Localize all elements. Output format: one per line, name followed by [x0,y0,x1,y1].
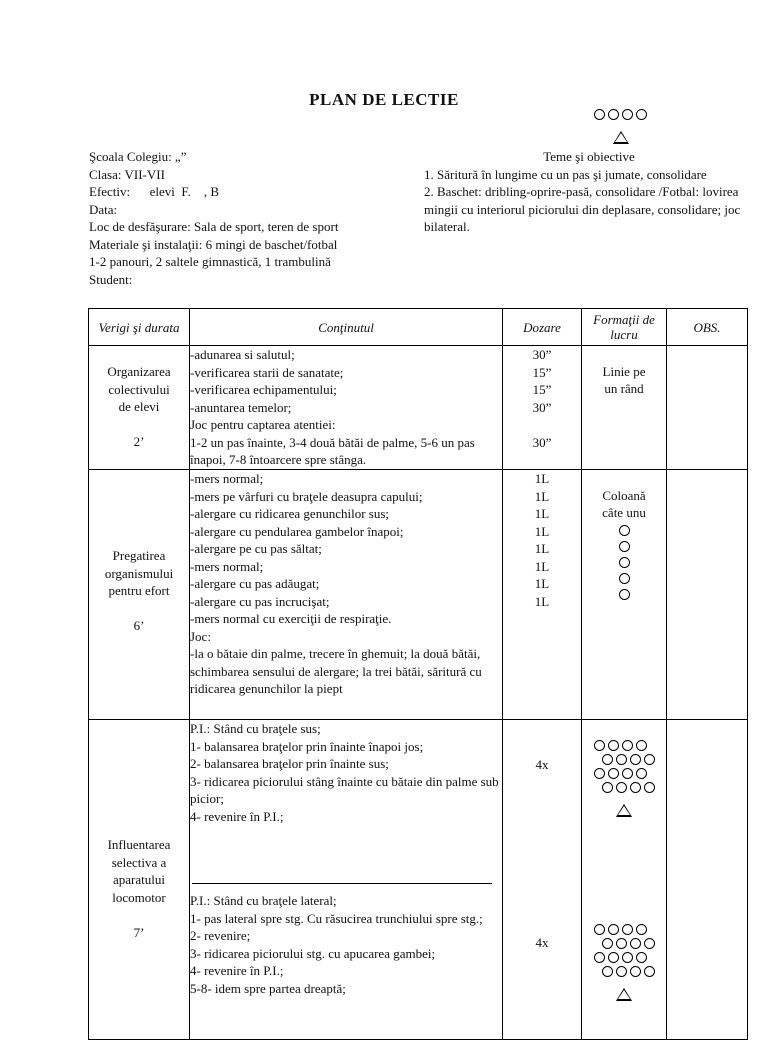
header-formatii: Formaţii de lucru [582,309,667,346]
spacer [190,825,502,875]
circle-icon [630,966,641,977]
obs-cell [667,346,748,470]
dozare-value: 4x [535,934,549,950]
verigi-line: locomotor [112,889,166,905]
content-line: -mers normal cu exerciţii de respiraţie. [190,611,392,626]
obs-cell [667,470,748,720]
exercise-divider [192,883,492,884]
content-line: -alergare cu pas incrucişat; [190,593,330,609]
circle-icon [619,541,630,552]
verigi-line: Organizarea [107,364,171,379]
circle-icon [594,768,605,779]
verigi-line [89,906,189,924]
circle-icon [616,754,627,765]
verigi-line: pentru efort [108,583,170,598]
dozare-value: 1L [534,558,550,574]
circle-icon [616,938,627,949]
verigi-cell [89,470,190,720]
info-line: Student: [89,271,133,287]
content-line: -mers pe vârfuri cu braţele deasupra capului; [190,488,423,504]
verigi-line [89,600,189,618]
formatie-line: Coloană [602,488,646,503]
page-title: PLAN DE LECTIE [309,90,459,109]
info-line: Data: [89,201,118,217]
content-line: -la o bătaie din palme, trecere în ghemuit; la două bătăi, schimbarea sensului de alergare; la trei bătăi, săritură cu ridicarea genunchilor la piept [190,646,482,696]
dozare-value: 1L [534,593,550,609]
circle-icon [636,109,647,120]
circle-icon [608,740,619,751]
circle-icon [608,768,619,779]
circle-icon [616,782,627,793]
table-row [89,346,748,470]
content-line: 1- balansarea braţelor prin înainte înapoi jos; [190,738,424,754]
circle-icon [644,754,655,765]
content-line: -anuntarea temelor; [190,399,292,415]
header-dozare: Dozare [503,309,582,346]
content-cell [190,470,503,720]
circle-icon [619,589,630,600]
content-line: Joc: [190,628,211,644]
formatie-line: un rând [604,381,644,396]
content-line: -alergare cu pas adăugat; [190,576,320,591]
dozare-value: 1L [534,506,550,521]
school-info [89,148,399,288]
circle-icon [602,938,613,949]
verigi-cell [89,720,190,1040]
verigi-duration: 2’ [133,434,145,449]
dozare-value: 15” [532,364,552,380]
spacer [503,720,581,756]
table-header-row [89,309,748,346]
circle-icon [630,754,641,765]
verigi-line: de elevi [118,399,160,414]
verigi-line: organismului [104,565,174,581]
dozare-value: 1L [534,576,550,591]
content-line: 2- balansarea braţelor prin înainte sus; [190,756,389,771]
formatii-cell [582,346,667,470]
dozare-value: 1L [534,488,550,504]
dozare-cell [503,346,582,470]
themes-heading: Teme şi obiective [543,149,635,164]
verigi-line: selectiva a [111,854,167,870]
triangle-icon [616,804,632,817]
circle-icon [602,754,613,765]
circle-icon [602,966,613,977]
circle-icon [594,952,605,963]
circle-icon [636,924,647,935]
content-line: 3- ridicarea piciorului stg. cu apucarea gambei; [190,945,436,961]
dozare-cell [503,470,582,720]
content-line: -alergare pe cu pas săltat; [190,541,322,556]
circle-icon [608,924,619,935]
formatii-cell [582,470,667,720]
obs-cell [667,720,748,1040]
header-verigi: Verigi şi durata [89,309,190,346]
header-continut: Conţinutul [190,309,503,346]
teacher-triangle-icon [613,131,629,149]
circle-icon [622,924,633,935]
circle-icon [594,109,605,120]
theme-item: 2. Baschet: dribling-oprire-pasă, consolidare /Fotbal: lovirea mingii cu interiorul piciorului din deplasare, consolidare; joc bilateral. [424,184,741,234]
content-line: -mers normal; [190,471,264,486]
content-cell [190,346,503,470]
content-line: 5-8- idem spre partea dreaptă; [190,980,346,996]
circle-icon [644,782,655,793]
dozare-value: 30” [532,399,552,415]
info-line: 1-2 panouri, 2 saltele gimnastică, 1 trambulină [89,254,331,269]
verigi-line: aparatului [113,872,165,887]
dozare-value: 1L [534,541,550,556]
formation-block-a [582,740,666,820]
content-line: P.I.: Stând cu braţele lateral; [190,893,337,908]
dozare-value: 15” [532,382,552,397]
content-line: 4- revenire în P.I.; [190,963,284,978]
dozare-value [503,416,581,434]
circle-icon [594,924,605,935]
circle-icon [619,557,630,568]
content-line: -alergare cu ridicarea genunchilor sus; [190,506,389,521]
circle-icon [622,109,633,120]
circle-icon [644,938,655,949]
verigi-line: colectivului [108,381,170,397]
column-formation [582,524,666,604]
circle-icon [594,740,605,751]
dozare-value: 1L [534,523,550,539]
verigi-line: Influentarea [107,837,171,852]
circle-icon [636,768,647,779]
circle-icon [619,573,630,584]
info-line: Efectiv: elevi F. , B [89,184,220,199]
spacer [503,774,581,934]
dozare-value: 4x [535,757,549,772]
formatii-cell [582,720,667,1040]
verigi-cell [89,346,190,470]
triangle-icon [616,988,632,1001]
circle-icon [636,740,647,751]
circle-icon [608,952,619,963]
circle-icon [608,109,619,120]
circle-icon [616,966,627,977]
themes-objectives [424,148,754,236]
circle-icon [619,525,630,536]
info-line: Materiale şi instalaţii: 6 mingi de baschet/fotbal [89,236,338,252]
formatie-line: Linie pe [602,364,646,379]
dozare-cell [503,720,582,1040]
formatie-line: câte unu [602,505,646,520]
circle-icon [644,966,655,977]
circle-icon [636,952,647,963]
content-line: -adunarea si salutul; [190,347,295,362]
top-formation-circles [592,108,648,124]
content-line: Joc pentru captarea atentiei: [190,417,336,432]
content-line: 2- revenire; [190,928,251,943]
circle-icon [622,952,633,963]
dozare-value: 30” [532,434,552,450]
circle-icon [630,938,641,949]
content-line: -mers normal; [190,558,264,574]
content-line: 4- revenire în P.I.; [190,808,284,824]
verigi-line [89,416,189,434]
formation-block-b [582,924,666,1004]
content-line: -verificarea echipamentului; [190,382,337,397]
lesson-plan-table [88,308,748,1040]
content-line: -alergare cu pendularea gambelor înapoi; [190,523,404,539]
info-line: Loc de desfăşurare: Sala de sport, teren de sport [89,219,339,234]
info-line: Clasa: VII-VII [89,166,165,182]
content-cell [190,720,503,1040]
content-line: 1- pas lateral spre stg. Cu răsucirea trunchiului spre stg.; [190,910,483,926]
table-row [89,720,748,1040]
circle-icon [622,740,633,751]
verigi-line: Pregatirea [112,548,166,563]
circle-icon [602,782,613,793]
content-line: 1-2 un pas înainte, 3-4 două bătăi de palme, 5-6 un pas înapoi, 7-8 întoarcere spre stânga. [190,434,475,467]
circle-icon [630,782,641,793]
content-line: 3- ridicarea piciorului stâng înainte cu bătaie din palme sub picior; [190,773,499,806]
dozare-value: 30” [532,347,552,362]
content-line: -verificarea starii de sanatate; [190,364,344,380]
theme-item: 1. Săritură în lungime cu un pas şi jumate, consolidare [424,166,707,182]
header-obs: OBS. [667,309,748,346]
table-row [89,470,748,720]
dozare-value: 1L [534,471,550,486]
verigi-duration: 7’ [133,924,145,940]
verigi-duration: 6’ [133,618,145,633]
content-line: P.I.: Stând cu braţele sus; [190,721,321,736]
circle-icon [622,768,633,779]
info-line: Şcoala Colegiu: „” [89,149,187,164]
